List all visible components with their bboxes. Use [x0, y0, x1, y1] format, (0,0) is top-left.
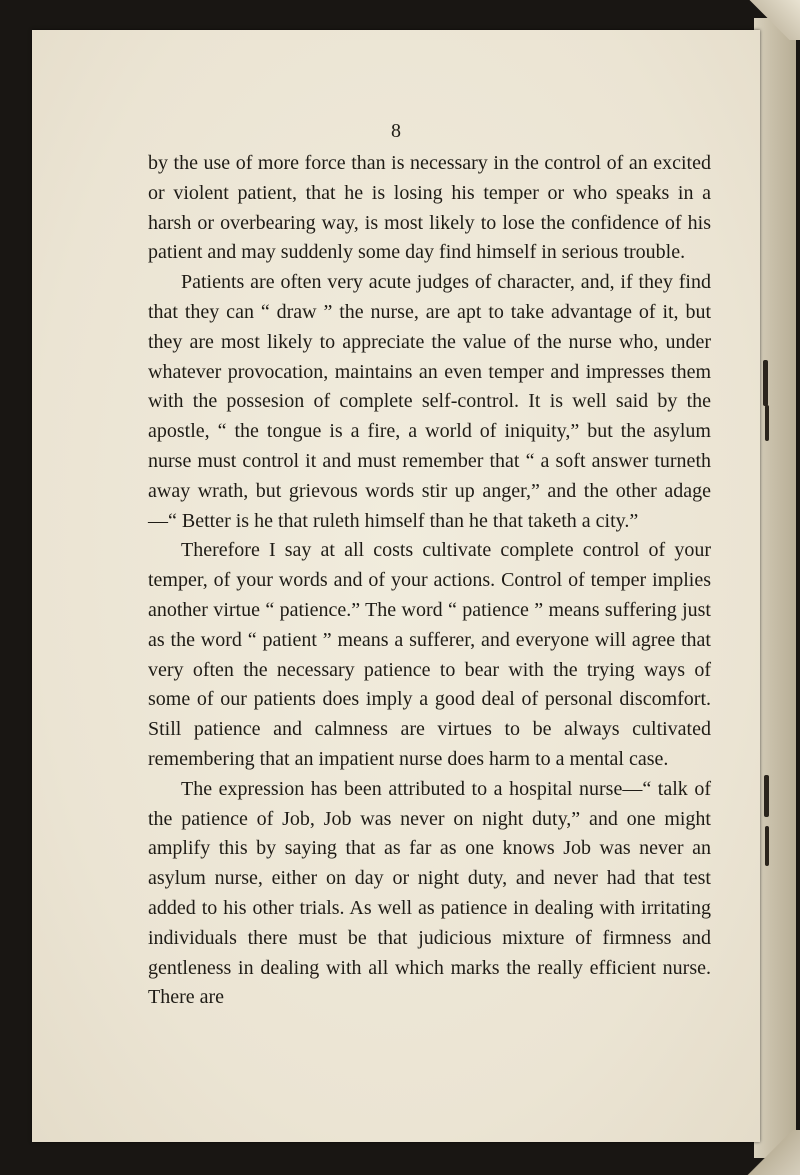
paragraph: Patients are often very acute judges of character, and, if they find that they can “ draw ” the nurse, are apt to take advantage of it, but they are most likely to appreciate the value of the nurse who, under whatever provocation, maintains an even temper and impresses them with the possesion of complete self-control. It is well said by the apostle, “ the tongue is a fire, a world of iniquity,” but the asylum nurse must control it and must remember that “ a soft answer turneth away wrath, but grievous words stir up anger,” and the other adage—“ Better is he that ruleth himself than he that taketh a city.”	[148, 271, 711, 532]
edge-mark	[765, 405, 769, 441]
book-page	[32, 30, 760, 1142]
body-text	[148, 149, 711, 1013]
page-edge	[754, 18, 796, 1158]
edge-mark	[764, 775, 769, 817]
paragraph: The expression has been attributed to a hospital nurse—“ talk of the patience of Job, Job was never on night duty,” and one might amplify this by saying that as far as one knows Job was never an asylum nurse, either on day or night duty, and never had that test added to his other trials. As well as patience in dealing with irritating individuals there must be that judicious mixture of firmness and gentleness in dealing with all which marks the really efficient nurse. There are	[148, 777, 711, 1009]
paragraph: Therefore I say at all costs cultivate complete control of your temper, of your words and of your actions. Control of temper implies another virtue “ patience.” The word “ patience ” means suffering just as the word “ patient ” means a sufferer, and everyone will agree that very often the necessary patience to bear with the trying ways of some of our patients does imply a good deal of personal discomfort. Still patience and calmness are virtues to be always cultivated remembering that an impatient nurse does harm to a mental case.	[148, 539, 711, 770]
edge-mark	[763, 360, 768, 406]
page-number: 8	[391, 120, 401, 142]
edge-mark	[765, 826, 769, 866]
paragraph: by the use of more force than is necessary in the control of an excited or violent patient, that he is losing his temper or who speaks in a harsh or overbearing way, is most likely to lose the confidence of his patient and may suddenly some day find himself in serious trouble.	[148, 152, 711, 264]
